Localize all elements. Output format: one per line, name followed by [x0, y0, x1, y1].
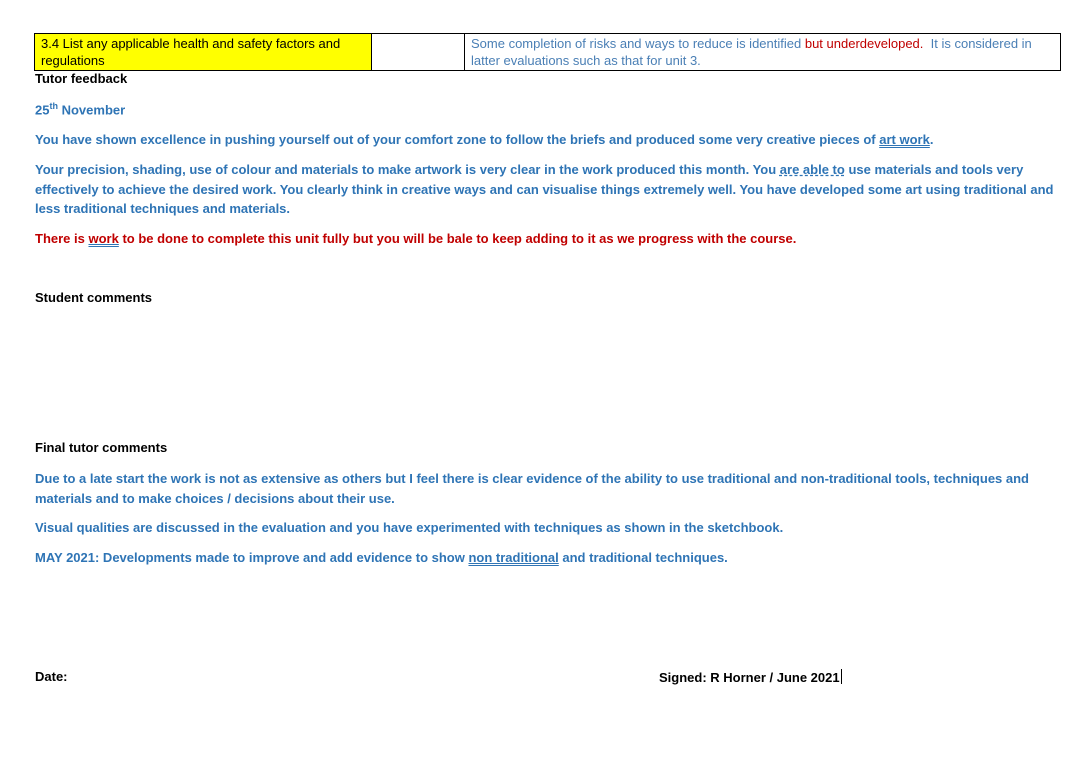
- art-work-text: art work: [879, 132, 930, 147]
- final-paragraph-1: Due to a late start the work is not as extensive as others but I feel there is clear evidence of the ability to use traditional and non-traditional tools, techniques and materials and to make choices / decisions about their use.: [35, 471, 1029, 506]
- tutor-feedback-heading: Tutor feedback: [35, 71, 128, 86]
- signature-line: Signed: R Horner / June 2021: [659, 670, 840, 685]
- criterion-text: 3.4 List any applicable health and safety factors and regulations: [41, 36, 341, 68]
- final-comments-heading: Final tutor comments: [35, 440, 168, 455]
- student-comments-heading: Student comments: [35, 290, 153, 305]
- criterion-cell: [35, 34, 372, 71]
- middle-cell: [372, 34, 465, 71]
- feedback-paragraph-3: There is work to be done to complete this unit fully but you will be bale to keep adding to it as we progress with the course.: [35, 231, 797, 246]
- comment-text-2: It is considered in latter evaluations such as that for unit 3.: [471, 36, 1032, 68]
- table-row: [35, 34, 1061, 71]
- date-label: Date:: [35, 669, 68, 684]
- criteria-table: [34, 33, 1061, 71]
- feedback-paragraph-2: Your precision, shading, use of colour and materials to make artwork is very clear in the work produced this month. You are able to use materials and tools very effectively to achieve the desired work. You clearly think in creative ways and can visualise things extremely well. You have developed some art using traditional and less traditional techniques and materials.: [35, 162, 1054, 216]
- text-cursor: [841, 669, 842, 684]
- final-paragraph-2: Visual qualities are discussed in the evaluation and you have experimented with techniques as shown in the sketchbook.: [35, 520, 784, 535]
- comment-text-1: Some completion of risks and ways to reduce is identified: [471, 36, 802, 51]
- feedback-date: 25th November: [35, 101, 126, 118]
- feedback-paragraph-1: You have shown excellence in pushing yourself out of your comfort zone to follow the briefs and produced some very creative pieces of art work.: [35, 132, 934, 147]
- comment-cell: [465, 34, 1061, 71]
- final-paragraph-3: MAY 2021: Developments made to improve and add evidence to show non traditional and traditional techniques.: [35, 550, 728, 565]
- comment-text-red: but underdeveloped.: [804, 36, 924, 51]
